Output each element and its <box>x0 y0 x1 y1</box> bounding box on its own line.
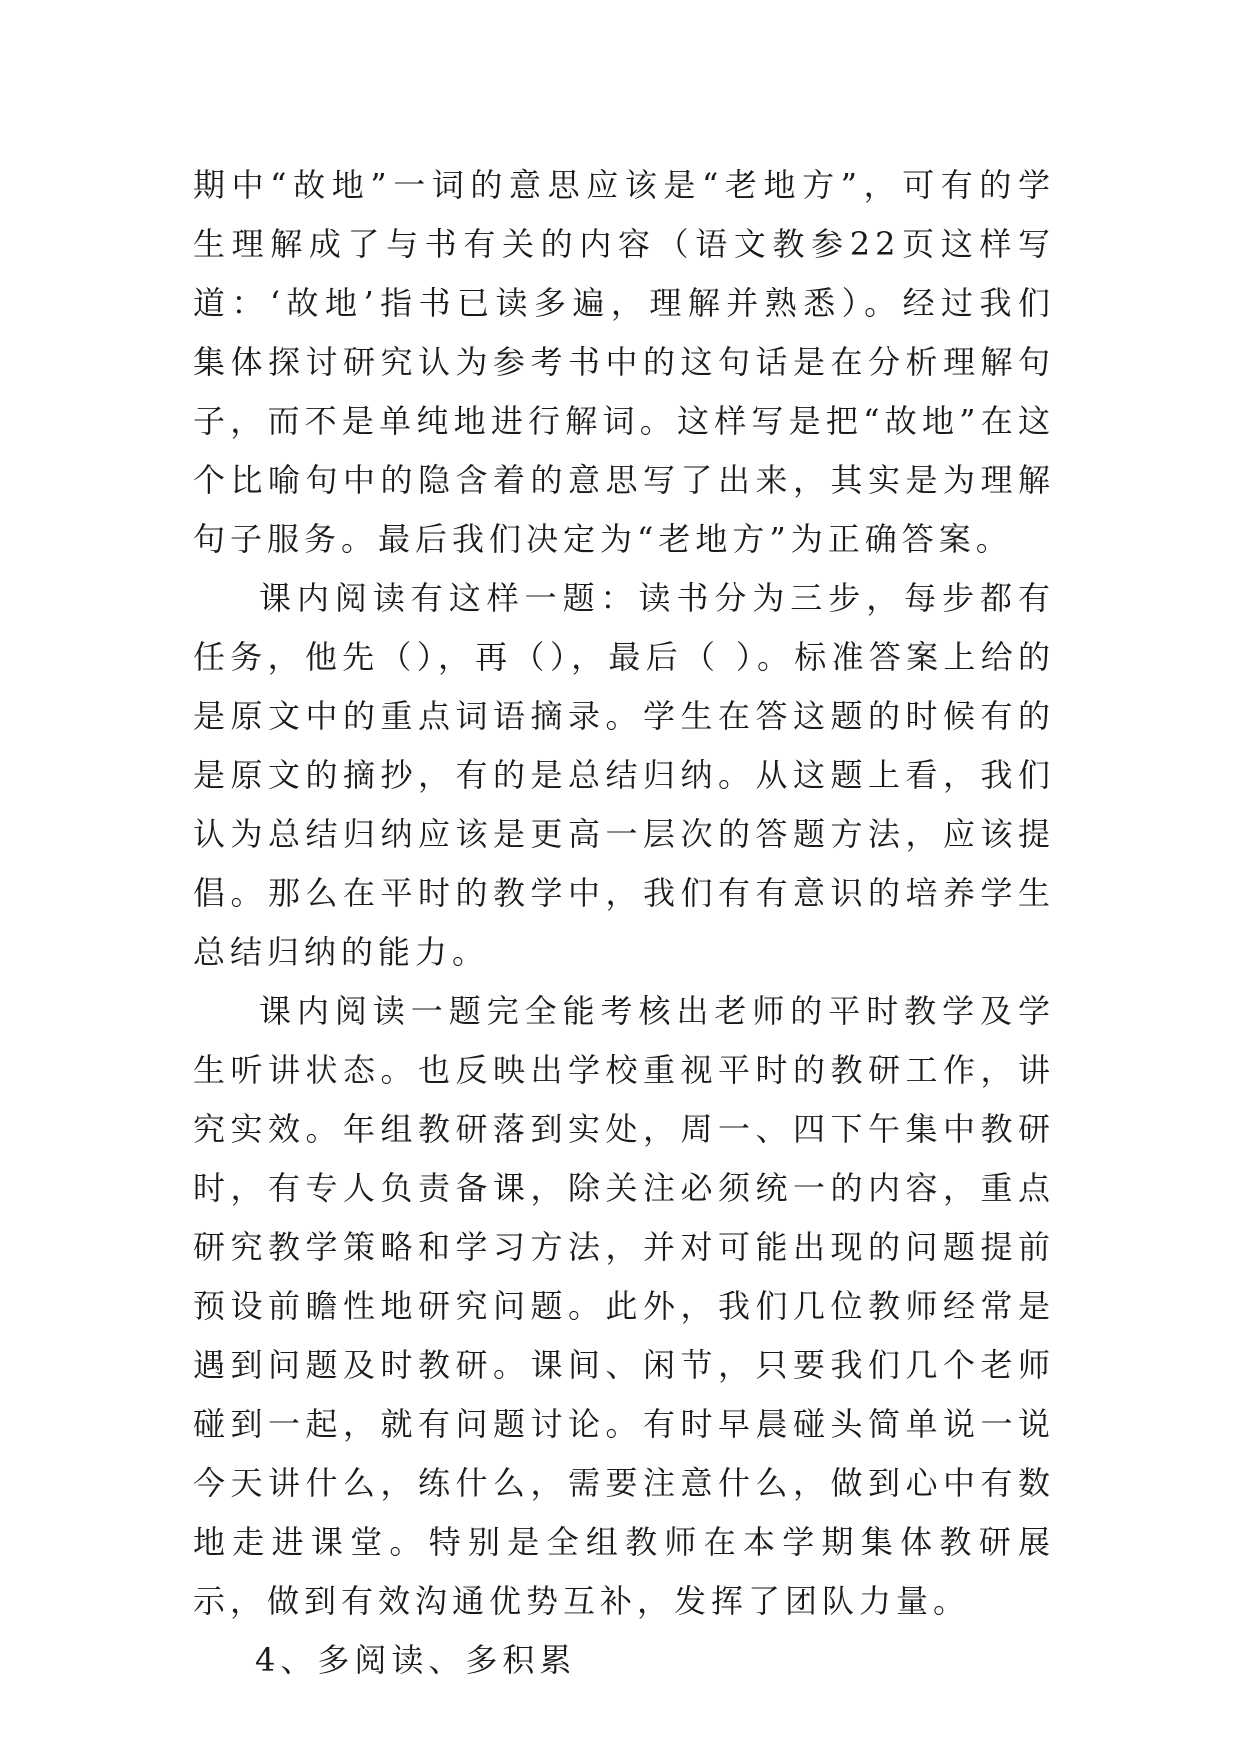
paragraph-1: 期中“故地”一词的意思应该是“老地方”，可有的学生理解成了与书有关的内容（语文教参22页这样写道：‘故地’指书已读多遍，理解并熟悉）。经过我们集体探讨研究认为参考书中的这句话是在分析理解句子，而不是单纯地进行解词。这样写是把“故地”在这个比喻句中的隐含着的意思写了出来，其实是为理解句子服务。最后我们决定为“老地方”为正确答案。 <box>193 166 1055 558</box>
paragraph-2: 课内阅读有这样一题：读书分为三步，每步都有任务，他先（），再（），最后（ ）。标准答案上给的是原文中的重点词语摘录。学生在答这题的时候有的是原文的摘抄，有的是总结归纳。从这题上看，我们认为总结归纳应该是更高一层次的答题方法，应该提倡。那么在平时的教学中，我们有有意识的培养学生总结归纳的能力。 <box>193 579 1055 971</box>
paragraph-3: 课内阅读一题完全能考核出老师的平时教学及学生听讲状态。也反映出学校重视平时的教研工作，讲究实效。年组教研落到实处，周一、四下午集中教研时，有专人负责备课，除关注必须统一的内容，重点研究教学策略和学习方法，并对可能出现的问题提前预设前瞻性地研究问题。此外，我们几位教师经常是遇到问题及时教研。课间、闲节，只要我们几个老师碰到一起，就有问题讨论。有时早晨碰头简单说一说今天讲什么，练什么，需要注意什么，做到心中有数地走进课堂。特别是全组教师在本学期集体教研展示，做到有效沟通优势互补，发挥了团队力量。 <box>193 992 1055 1620</box>
document-body <box>193 156 1055 1690</box>
section-heading: 4、多阅读、多积累 <box>255 1641 577 1679</box>
